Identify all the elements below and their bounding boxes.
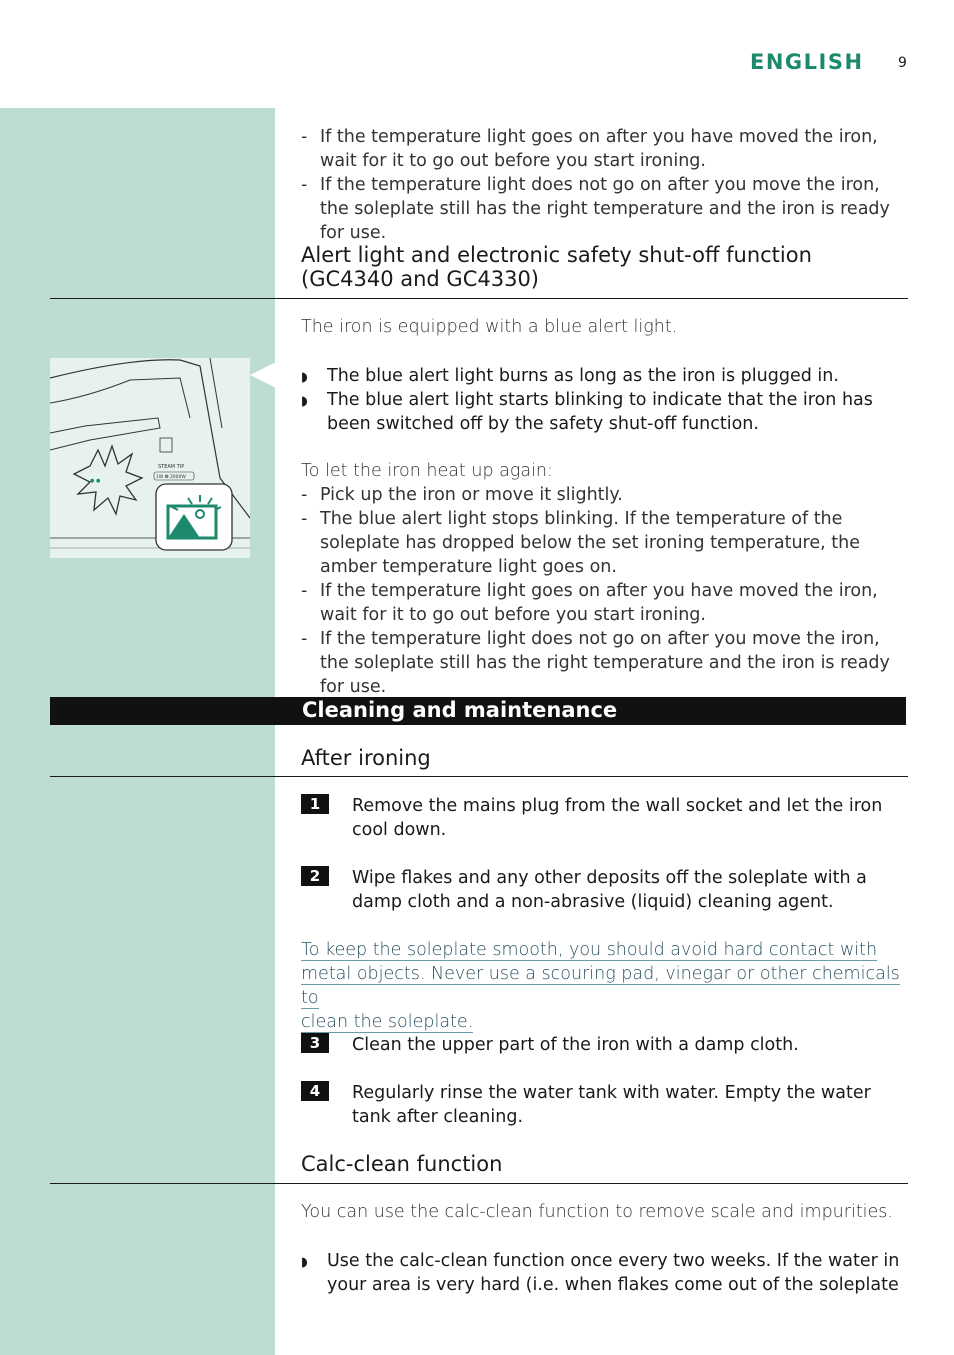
bullet-icon: ◗ (301, 1255, 308, 1270)
bullet-icon: ◗ (301, 394, 308, 409)
alert-intro: The iron is equipped with a blue alert light. (301, 317, 678, 337)
power-label: 1W ⛃ 2000W (156, 475, 186, 480)
step-item: 4 Regularly rinse the water tank with water. Empty the water tank after cleaning. (301, 1081, 907, 1129)
subheading-after-ironing: After ironing (301, 746, 431, 770)
list-item: - If the temperature light does not go on after you move the iron, the soleplate still has the right temperature and the iron is ready for use. (301, 629, 890, 697)
iron-drawing (50, 358, 250, 558)
iron-illustration (50, 358, 250, 558)
list-item: - The blue alert light stops blinking. If the temperature of the soleplate has dropped below the set ironing temperature, the amber temperature light goes on. (301, 509, 860, 577)
step-number: 1 (301, 794, 329, 814)
language-label: ENGLISH (750, 50, 864, 74)
pointer-arrow-icon (250, 362, 276, 388)
calc-intro: You can use the calc-clean function to remove scale and impurities. (301, 1202, 893, 1222)
bullet-icon: ◗ (301, 370, 308, 385)
step-number: 4 (301, 1081, 329, 1101)
list-item: ◗ Use the calc-clean function once every two weeks. If the water in your area is very hard (i.e. when flakes come out of the soleplate (301, 1251, 900, 1295)
page-number: 9 (898, 55, 907, 71)
section-title: Cleaning and maintenance (302, 698, 618, 722)
step-number: 2 (301, 866, 329, 886)
section-bar-cleaning (50, 697, 906, 725)
list-item: ◗ The blue alert light starts blinking to indicate that the iron has been switched off by the safety shut-off function. (301, 390, 873, 434)
divider (50, 298, 908, 299)
step-item: 1 Remove the mains plug from the wall socket and let the iron cool down. (301, 794, 907, 842)
step-item: 2 Wipe flakes and any other deposits off the soleplate with a damp cloth and a non-abrasive (liquid) cleaning agent. (301, 866, 907, 914)
list-item: - If the temperature light does not go on after you move the iron, the soleplate still has the right temperature and the iron is ready for use. (301, 175, 890, 243)
soleplate-note: To keep the soleplate smooth, you should avoid hard contact with metal objects. Never use a scouring pad, vinegar or other chemicals to clean the soleplate. (301, 940, 900, 1032)
left-margin-panel (0, 108, 275, 1355)
svg-text:● ●: ● ● (90, 478, 101, 484)
step-item: 3 Clean the upper part of the iron with a damp cloth. (301, 1033, 907, 1057)
list-item: - Pick up the iron or move it slightly. (301, 485, 623, 505)
section-heading-alert: Alert light and electronic safety shut-off function (GC4340 and GC4330) (301, 243, 812, 291)
list-item: ◗ The blue alert light burns as long as the iron is plugged in. (301, 364, 907, 388)
list-item: - If the temperature light goes on after you have moved the iron, wait for it to go out before you start ironing. (301, 127, 878, 171)
step-number: 3 (301, 1033, 329, 1053)
subheading-calc-clean: Calc-clean function (301, 1152, 503, 1176)
steam-tip-label: STEAM TIP (158, 464, 185, 470)
divider (50, 1183, 908, 1184)
reheat-intro: To let the iron heat up again: (301, 461, 553, 481)
list-item: - If the temperature light goes on after you have moved the iron, wait for it to go out before you start ironing. (301, 581, 878, 625)
divider (50, 776, 908, 777)
